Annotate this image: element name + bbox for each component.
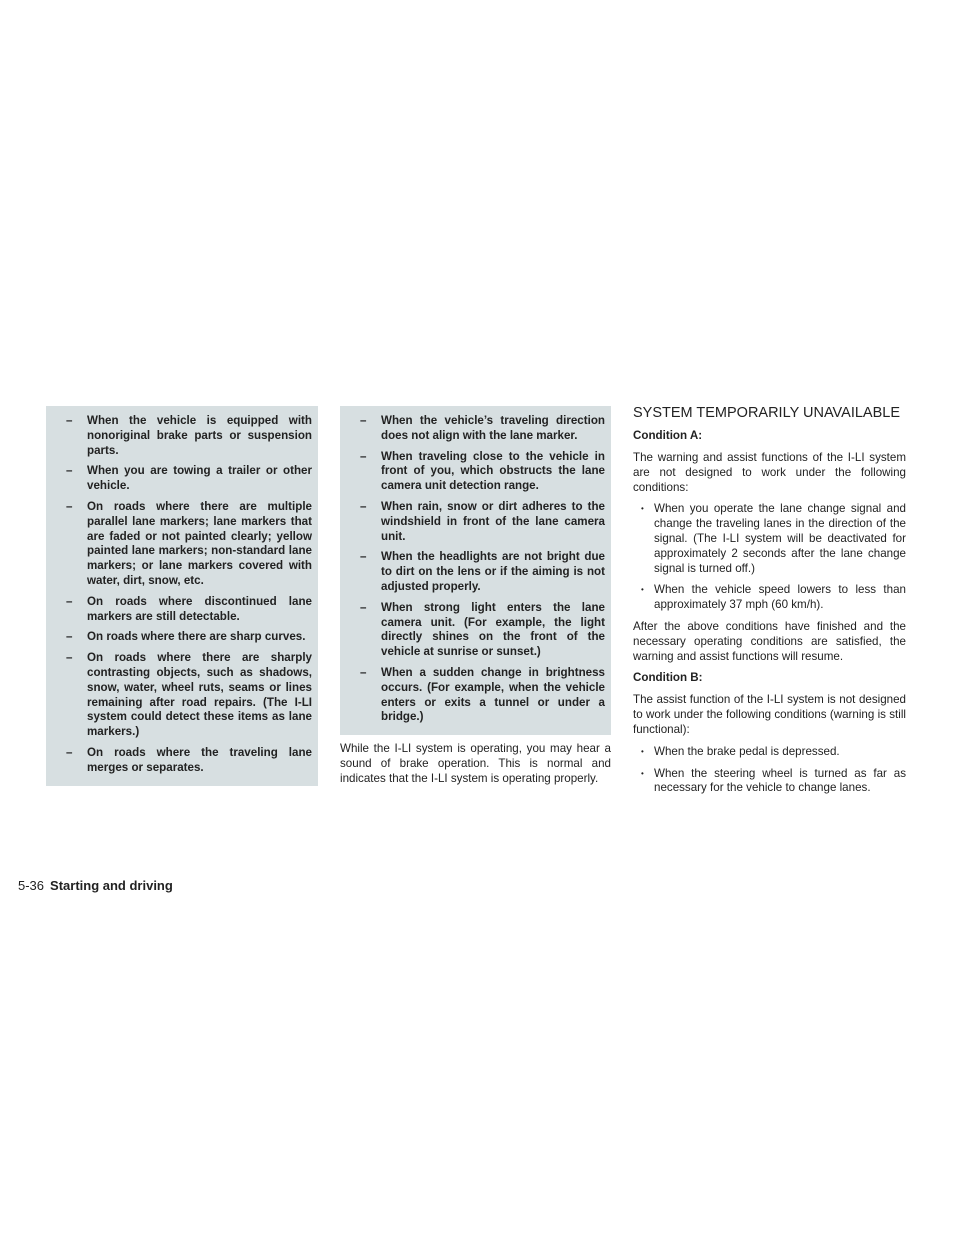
list-item: • When you operate the lane change signal and change the traveling lanes in the direction of the signal. (The I-LI system will be deactivated for approximately 2 seconds after the lane change signal is turned off.) [633,502,906,576]
condition-b-list [633,745,906,796]
condition-list-left [46,414,312,776]
list-item: – When rain, snow or dirt adheres to the windshield in front of the lane camera unit. [340,500,605,544]
condition-a-list [633,502,906,613]
list-item: • When the steering wheel is turned as far as necessary for the vehicle to change lanes. [633,767,906,797]
section-title: Starting and driving [50,878,173,893]
middle-column [340,406,611,787]
list-item: – When you are towing a trailer or other vehicle. [46,464,312,494]
note-box-left [46,406,318,786]
list-item: – On roads where there are sharply contrasting objects, such as shadows, snow, water, wheel ruts, seams or lines remaining after road repairs. (The I-LI system could detect these items as lane markers.) [46,651,312,740]
list-item: – On roads where there are sharp curves. [46,630,312,645]
list-item: – When the vehicle’s traveling direction does not align with the lane marker. [340,414,605,444]
condition-b-title: Condition B: [633,671,703,685]
list-item: • When the brake pedal is depressed. [633,745,906,760]
right-column [633,404,906,803]
condition-list-middle [340,414,605,725]
section-heading: SYSTEM TEMPORARILY UNAVAILABLE [633,405,900,421]
condition-a-after: After the above conditions have finished and the necessary operating conditions are satisfied, the warning and assist functions will resume. [633,619,906,663]
list-item: • When the vehicle speed lowers to less than approximately 37 mph (60 km/h). [633,583,906,613]
page-number: 5-36 [18,878,45,893]
brake-sound-paragraph: While the I-LI system is operating, you may hear a sound of brake operation. This is normal and indicates that the I-LI system is operating properly. [340,742,611,785]
content-row [0,404,960,870]
list-item: – When traveling close to the vehicle in front of you, which obstructs the lane camera unit detection range. [340,450,605,494]
list-item: – On roads where discontinued lane markers are still detectable. [46,595,312,625]
condition-a-intro: The warning and assist functions of the I-LI system are not designed to work under the following conditions: [633,451,906,494]
list-item: – On roads where the traveling lane merges or separates. [46,746,312,776]
condition-b-intro: The assist function of the I-LI system is not designed to work under the following conditions (warning is still functional): [633,693,906,736]
page-footer [18,878,960,894]
list-item: – When the vehicle is equipped with nonoriginal brake parts or suspension parts. [46,414,312,458]
list-item: – When strong light enters the lane camera unit. (For example, the light directly shines on the front of the vehicle at sunrise or sunset.) [340,601,605,660]
list-item: – When the headlights are not bright due to dirt on the lens or if the aiming is not adjusted properly. [340,550,605,594]
list-item: – On roads where there are multiple parallel lane markers; lane markers that are faded or not painted clearly; yellow painted lane markers; non-standard lane markers; or lane markers covered with water, dirt, snow, etc. [46,500,312,589]
condition-a-title: Condition A: [633,429,703,442]
note-box-middle [340,406,611,735]
list-item: – When a sudden change in brightness occurs. (For example, when the vehicle enters or exits a tunnel or under a bridge.) [340,666,605,725]
